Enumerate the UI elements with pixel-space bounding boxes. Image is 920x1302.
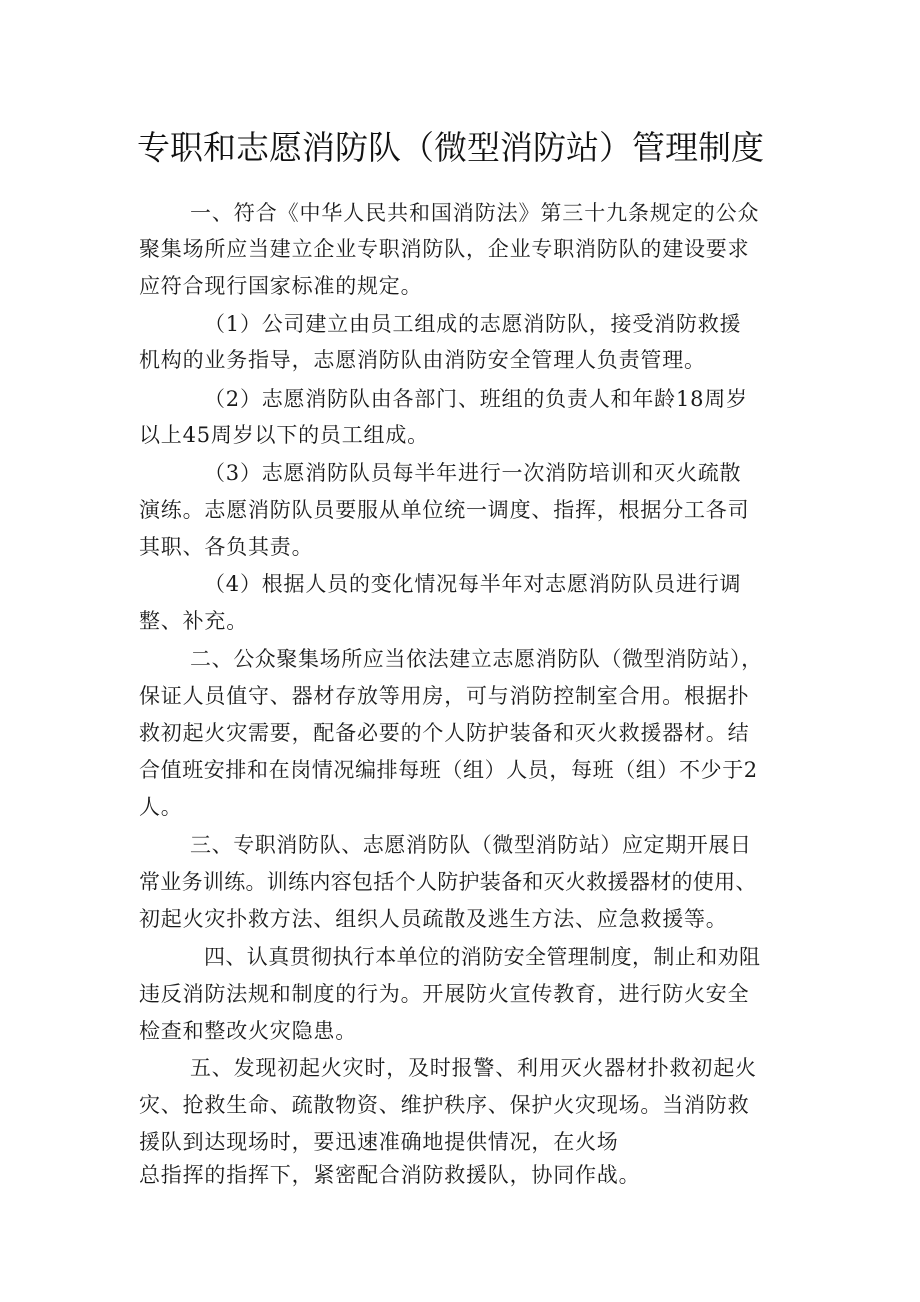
text-line: （3）志愿消防队员每半年进行一次消防培训和灭火疏散: [204, 461, 742, 485]
text-line: 救初起火灾需要，配备必要的个人防护装备和灭火救援器材。结: [139, 721, 750, 745]
text-line: 四、认真贯彻执行本单位的消防安全管理制度，制止和劝阻: [204, 945, 761, 969]
text-line: 违反消防法规和制度的行为。开展防火宣传教育，进行防火安全: [139, 982, 750, 1006]
text-line: 三、专职消防队、志愿消防队（微型消防站）应定期开展日: [190, 833, 752, 857]
text-line: 初起火灾扑救方法、组织人员疏散及逃生方法、应急救援等。: [139, 907, 728, 931]
text-line: 合值班安排和在岗情况编排每班（组）人员，每班（组）不少于2: [139, 758, 758, 782]
text-line: 演练。志愿消防队员要服从单位统一调度、指挥，根据分工各司: [139, 498, 750, 522]
text-line: （4）根据人员的变化情况每半年对志愿消防队员进行调: [204, 572, 742, 596]
text-line: 整、补充。: [139, 609, 248, 633]
text-line: 保证人员值守、器材存放等用房，可与消防控制室合用。根据扑: [139, 684, 750, 708]
text-line: 一、符合《中华人民共和国消防法》第三十九条规定的公众: [190, 201, 760, 225]
text-line: 应符合现行国家标准的规定。: [139, 274, 423, 298]
text-line: 检查和整改火灾隐患。: [139, 1019, 357, 1043]
text-line: 机构的业务指导，志愿消防队由消防安全管理人负责管理。: [139, 348, 706, 372]
text-line: 人。: [139, 795, 183, 819]
text-line: （2）志愿消防队由各部门、班组的负责人和年龄18周岁: [204, 387, 748, 411]
document-title: 专职和志愿消防队（微型消防站）管理制度: [137, 128, 764, 167]
text-line: 以上45周岁以下的员工组成。: [139, 423, 429, 447]
text-line: 二、公众聚集场所应当依法建立志愿消防队（微型消防站），: [190, 647, 763, 671]
text-line: 聚集场所应当建立企业专职消防队，企业专职消防队的建设要求: [139, 237, 750, 261]
text-line: 五、发现初起火灾时，及时报警、利用灭火器材扑救初起火: [190, 1056, 757, 1080]
text-line: 援队到达现场时，要迅速准确地提供情况，在火场: [139, 1130, 619, 1154]
text-line: 常业务训练。训练内容包括个人防护装备和灭火救援器材的使用、: [139, 870, 757, 894]
text-line: （1）公司建立由员工组成的志愿消防队，接受消防救援: [204, 312, 742, 336]
text-line: 总指挥的指挥下，紧密配合消防救援队，协同作战。: [139, 1163, 641, 1187]
text-line: 灾、抢救生命、疏散物资、维护秩序、保护火灾现场。当消防救: [139, 1093, 750, 1117]
text-line: 其职、各负其责。: [139, 535, 314, 559]
